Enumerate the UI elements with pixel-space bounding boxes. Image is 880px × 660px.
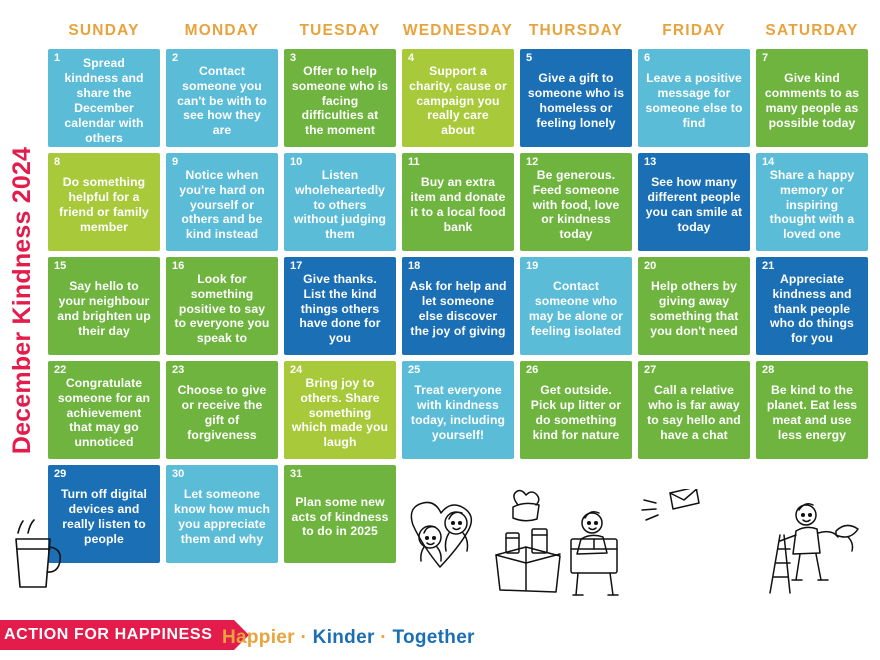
calendar-day-3[interactable] [284, 49, 396, 147]
calendar-day-20[interactable] [638, 257, 750, 355]
day-action-text: Spread kindness and share the December calendar with others [64, 56, 144, 145]
page-title-text: December Kindness 2024 [8, 146, 37, 454]
tagline [222, 627, 475, 649]
day-action-text: Share a happy memory or inspiring thought with a loved one [769, 167, 855, 242]
day-number: 14 [762, 156, 775, 168]
brand-name: ACTION FOR HAPPINESS [4, 626, 213, 643]
calendar-day-28[interactable] [756, 361, 868, 459]
day-action-text: Give kind comments to as many people as possible today [764, 71, 860, 130]
calendar-day-26[interactable] [520, 361, 632, 459]
day-action-text: Help others by giving away something that you don't need [649, 279, 739, 338]
calendar-day-25[interactable] [402, 361, 514, 459]
day-number: 26 [526, 364, 539, 376]
calendar-empty-cell [638, 465, 750, 563]
calendar-day-8[interactable] [48, 153, 160, 251]
footer [0, 602, 880, 660]
tagline-separator-2: · [380, 627, 387, 648]
day-action-text: Listen wholeheartedly to others without judging them [293, 167, 387, 242]
tagline-together: Together [392, 627, 475, 648]
day-action-text: Contact someone you can't be with to see how they are [177, 63, 267, 138]
day-number: 30 [172, 468, 185, 480]
day-action-text: See how many different people you can smile at today [645, 175, 743, 234]
calendar-day-11[interactable] [402, 153, 514, 251]
day-action-text: Buy an extra item and donate it to a local food bank [410, 175, 506, 234]
day-action-text: Do something helpful for a friend or family member [59, 175, 149, 234]
day-action-text: Turn off digital devices and really listen to people [61, 487, 147, 546]
calendar-day-19[interactable] [520, 257, 632, 355]
kindness-calendar [48, 22, 868, 569]
day-action-text: Offer to help someone who is facing difficulties at the moment [291, 63, 389, 138]
calendar-day-1[interactable] [48, 49, 160, 147]
day-number: 22 [54, 364, 67, 376]
day-action-text: Let someone know how much you appreciate them and why [173, 487, 271, 546]
weekday-wednesday: WEDNESDAY [402, 22, 514, 39]
weekday-thursday: THURSDAY [528, 22, 624, 39]
day-action-text: Say hello to your neighbour and brighten up their day [57, 279, 151, 338]
calendar-day-7[interactable] [756, 49, 868, 147]
calendar-week-row [48, 361, 868, 459]
weekday-sunday: SUNDAY [68, 22, 140, 39]
day-number: 12 [526, 156, 539, 168]
day-number: 1 [54, 52, 61, 64]
calendar-empty-cell [520, 465, 632, 563]
calendar-day-18[interactable] [402, 257, 514, 355]
calendar-day-12[interactable] [520, 153, 632, 251]
day-number: 20 [644, 260, 657, 272]
calendar-weeks [48, 49, 868, 563]
day-action-text: Give a gift to someone who is homeless or feeling lonely [527, 71, 625, 130]
calendar-day-22[interactable] [48, 361, 160, 459]
calendar-empty-cell [756, 465, 868, 563]
day-action-text: Look for something positive to say to everyone you speak to [174, 271, 270, 346]
day-action-text: Ask for help and let someone else discover the joy of giving [409, 279, 507, 338]
day-number: 11 [408, 156, 420, 168]
calendar-day-21[interactable] [756, 257, 868, 355]
day-action-text: Leave a positive message for someone else to find [645, 71, 743, 130]
day-number: 19 [526, 260, 539, 272]
day-number: 9 [172, 156, 179, 168]
calendar-day-23[interactable] [166, 361, 278, 459]
day-action-text: Notice when you're hard on yourself or others and be kind instead [179, 167, 265, 242]
day-number: 2 [172, 52, 179, 64]
day-number: 27 [644, 364, 657, 376]
calendar-day-16[interactable] [166, 257, 278, 355]
day-number: 18 [408, 260, 421, 272]
brand-banner [0, 620, 234, 650]
calendar-day-17[interactable] [284, 257, 396, 355]
day-number: 31 [290, 468, 303, 480]
day-action-text: Choose to give or receive the gift of forgiveness [177, 383, 267, 442]
calendar-day-15[interactable] [48, 257, 160, 355]
day-number: 16 [172, 260, 185, 272]
day-action-text: Be generous. Feed someone with food, love or kindness today [532, 167, 620, 242]
day-number: 21 [762, 260, 775, 272]
day-action-text: Appreciate kindness and thank people who do things for you [770, 271, 854, 346]
day-action-text: Give thanks. List the kind things others have done for you [299, 271, 381, 346]
weekday-friday: FRIDAY [662, 22, 726, 39]
calendar-empty-cell [402, 465, 514, 563]
day-number: 4 [408, 52, 415, 64]
day-number: 28 [762, 364, 775, 376]
day-action-text: Be kind to the planet. Eat less meat and use less energy [766, 383, 858, 442]
day-number: 10 [290, 156, 303, 168]
tagline-separator-1: · [300, 627, 308, 648]
day-number: 25 [408, 364, 421, 376]
day-action-text: Call a relative who is far away to say hello and have a chat [647, 383, 741, 442]
day-action-text: Bring joy to others. Share something which made you laugh [291, 375, 389, 450]
calendar-week-row [48, 153, 868, 251]
day-number: 23 [172, 364, 185, 376]
calendar-day-24[interactable] [284, 361, 396, 459]
calendar-day-10[interactable] [284, 153, 396, 251]
day-number: 6 [644, 52, 651, 64]
calendar-week-row [48, 465, 868, 563]
tagline-happier: Happier [222, 627, 295, 648]
tagline-kinder: Kinder [312, 627, 375, 648]
day-number: 5 [526, 52, 533, 64]
weekday-tuesday: TUESDAY [299, 22, 381, 39]
calendar-day-5[interactable] [520, 49, 632, 147]
day-number: 8 [54, 156, 61, 168]
page-title [0, 0, 46, 600]
calendar-day-9[interactable] [166, 153, 278, 251]
day-action-text: Treat everyone with kindness today, including yourself! [410, 383, 506, 442]
weekday-header-row [48, 22, 868, 43]
calendar-day-27[interactable] [638, 361, 750, 459]
day-number: 17 [290, 260, 303, 272]
day-number: 13 [644, 156, 657, 168]
day-number: 15 [54, 260, 67, 272]
calendar-day-6[interactable] [638, 49, 750, 147]
calendar-day-14[interactable] [756, 153, 868, 251]
day-number: 3 [290, 52, 297, 64]
calendar-day-2[interactable] [166, 49, 278, 147]
calendar-day-4[interactable] [402, 49, 514, 147]
weekday-monday: MONDAY [184, 22, 260, 39]
calendar-day-13[interactable] [638, 153, 750, 251]
day-action-text: Get outside. Pick up litter or do something kind for nature [530, 383, 622, 442]
weekday-saturday: SATURDAY [765, 22, 859, 39]
day-action-text: Plan some new acts of kindness to do in 2025 [291, 494, 389, 539]
calendar-week-row [48, 49, 868, 147]
day-number: 29 [54, 468, 67, 480]
calendar-day-31[interactable] [284, 465, 396, 563]
calendar-day-29[interactable] [48, 465, 160, 563]
calendar-day-30[interactable] [166, 465, 278, 563]
day-number: 7 [762, 52, 769, 64]
calendar-week-row [48, 257, 868, 355]
day-action-text: Contact someone who may be alone or feeling isolated [528, 279, 624, 338]
day-action-text: Support a charity, cause or campaign you really care about [409, 63, 507, 138]
day-action-text: Congratulate someone for an achievement that may go unnoticed [57, 375, 151, 450]
day-number: 24 [290, 364, 303, 376]
